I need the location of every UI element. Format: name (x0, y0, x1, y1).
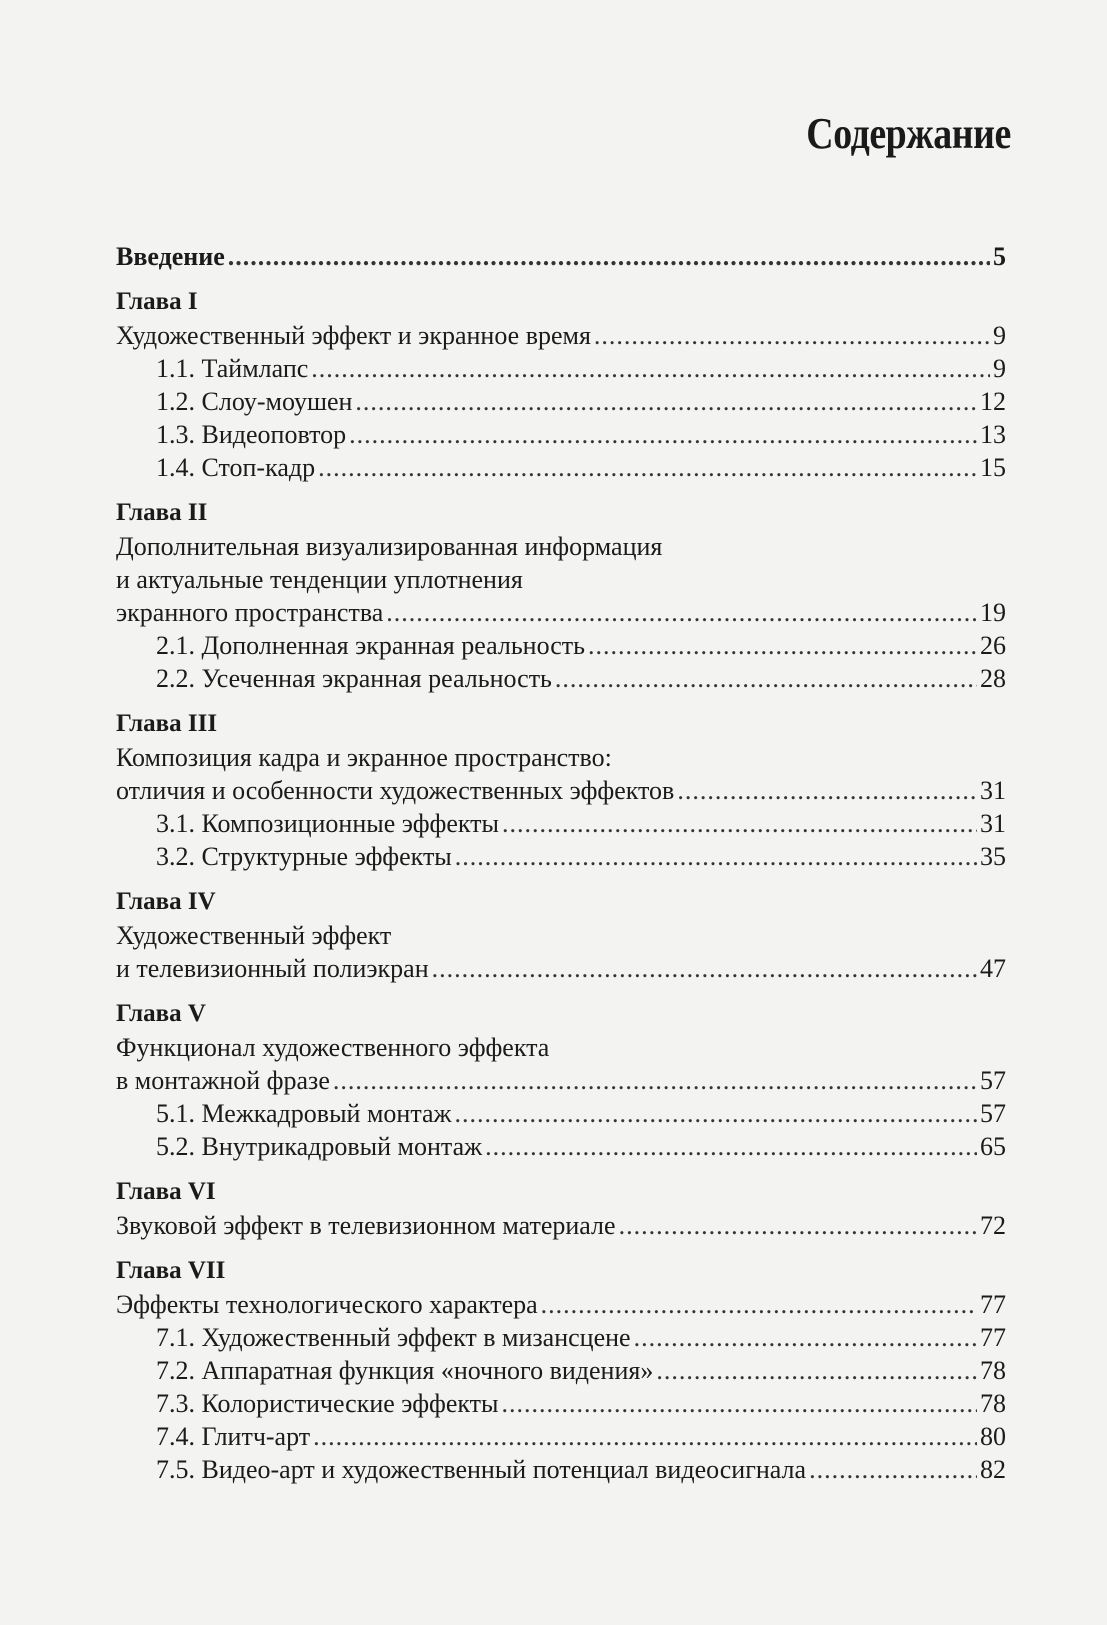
dot-leader (634, 1321, 977, 1354)
toc-entry-subsection[interactable] (116, 1354, 1006, 1387)
chapter-heading: Глава I (116, 288, 198, 315)
toc-entry-subsection[interactable] (116, 840, 1006, 873)
dot-leader (311, 352, 990, 385)
toc-entry-label: 7.5. Видео-арт и художественный потенциал видеосигнала (156, 1455, 807, 1484)
toc-entry-label: 7.1. Художественный эффект в мизансцене (156, 1323, 631, 1352)
toc-entry-subsection[interactable] (116, 1321, 1006, 1354)
toc-entry-subsection[interactable] (116, 662, 1006, 695)
dot-leader (349, 418, 977, 451)
toc-entry-chapter[interactable] (116, 774, 1006, 807)
dot-leader (619, 1209, 977, 1242)
toc-entry-subsection[interactable] (116, 629, 1006, 662)
page-number: 80 (980, 1422, 1006, 1451)
toc-chapter (116, 707, 1006, 873)
dot-leader (541, 1288, 977, 1321)
dot-leader (455, 840, 977, 873)
dot-leader (318, 451, 977, 484)
page-number: 31 (980, 776, 1006, 805)
page-number: 31 (980, 809, 1006, 838)
chapter-title-line: Композиция кадра и экранное пространство: (116, 743, 612, 772)
page-number: 77 (980, 1290, 1006, 1319)
toc-entry-label: 2.1. Дополненная экранная реальность (156, 631, 585, 660)
toc-entry-label: экранного пространства (116, 598, 384, 627)
toc-chapter (116, 496, 1006, 695)
toc-chapter (116, 1254, 1006, 1486)
toc-entry-label: 2.2. Усеченная экранная реальность (156, 664, 552, 693)
toc-entry-label: отличия и особенности художественных эффектов (116, 776, 675, 805)
dot-leader (228, 240, 990, 273)
toc-chapter (116, 997, 1006, 1163)
dot-leader (432, 952, 977, 985)
toc-entry-subsection[interactable] (116, 807, 1006, 840)
page-number: 57 (980, 1099, 1006, 1128)
toc-entry-introduction[interactable] (116, 240, 1006, 273)
toc-entry-label: 7.2. Аппаратная функция «ночного видения» (156, 1356, 654, 1385)
page-number: 13 (980, 420, 1006, 449)
page-number: 72 (980, 1211, 1006, 1240)
page-number: 78 (980, 1356, 1006, 1385)
toc-entry-label: Звуковой эффект в телевизионном материале (116, 1211, 616, 1240)
page-title: Содержание (806, 109, 1011, 158)
toc-entry-subsection[interactable] (116, 451, 1006, 484)
toc-entry-label: 1.3. Видеоповтор (156, 420, 347, 449)
toc-entry-subsection[interactable] (116, 418, 1006, 451)
page-number: 28 (980, 664, 1006, 693)
page-number: 15 (980, 453, 1006, 482)
page-number: 26 (980, 631, 1006, 660)
toc-entry-chapter[interactable] (116, 1288, 1006, 1321)
toc-entry-subsection[interactable] (116, 1387, 1006, 1420)
chapter-title-line: Дополнительная визуализированная информация (116, 532, 663, 561)
page-number: 65 (980, 1132, 1006, 1161)
toc-entry-label: 1.2. Слоу-моушен (156, 387, 353, 416)
page-number: 77 (980, 1323, 1006, 1352)
dot-leader (809, 1453, 977, 1486)
chapter-title-line: и актуальные тенденции уплотнения (116, 565, 523, 594)
page-number: 9 (993, 354, 1006, 383)
chapter-heading: Глава II (116, 499, 208, 526)
table-of-contents (116, 240, 1006, 1486)
toc-entry-subsection[interactable] (116, 1420, 1006, 1453)
page-number: 57 (980, 1066, 1006, 1095)
dot-leader (455, 1097, 978, 1130)
toc-entry-chapter[interactable] (116, 952, 1006, 985)
toc-entry-label: 1.4. Стоп-кадр (156, 453, 316, 482)
dot-leader (485, 1130, 977, 1163)
toc-entry-label: Эффекты технологического характера (116, 1290, 538, 1319)
toc-entry-chapter[interactable] (116, 1064, 1006, 1097)
toc-entry-label: 7.3. Колористические эффекты (156, 1389, 499, 1418)
toc-entry-subsection[interactable] (116, 1097, 1006, 1130)
dot-leader (588, 629, 977, 662)
chapter-title-line: Художественный эффект (116, 921, 392, 950)
toc-entry-label: 5.1. Межкадровый монтаж (156, 1099, 452, 1128)
toc-entry-label: Введение (116, 242, 225, 271)
dot-leader (333, 1064, 977, 1097)
chapter-title-line: Функционал художественного эффекта (116, 1033, 550, 1062)
page-number: 35 (980, 842, 1006, 871)
toc-entry-label: и телевизионный полиэкран (116, 954, 429, 983)
toc-entry-subsection[interactable] (116, 385, 1006, 418)
toc-entry-label: в монтажной фразе (116, 1066, 330, 1095)
chapter-heading: Глава V (116, 1000, 206, 1027)
chapter-heading: Глава III (116, 710, 218, 737)
toc-entry-label: 3.2. Структурные эффекты (156, 842, 452, 871)
toc-introduction (116, 240, 1006, 273)
dot-leader (386, 596, 977, 629)
chapter-heading: Глава VI (116, 1178, 216, 1205)
toc-entry-label: 3.1. Композиционные эффекты (156, 809, 499, 838)
toc-entry-subsection[interactable] (116, 1130, 1006, 1163)
page-number: 19 (980, 598, 1006, 627)
page-number: 5 (993, 242, 1006, 271)
page-number: 47 (980, 954, 1006, 983)
toc-chapter (116, 285, 1006, 484)
toc-entry-label: 5.2. Внутрикадровый монтаж (156, 1132, 483, 1161)
toc-chapter (116, 885, 1006, 985)
chapter-heading: Глава IV (116, 888, 216, 915)
dot-leader (355, 385, 977, 418)
toc-entry-chapter[interactable] (116, 319, 1006, 352)
chapter-heading: Глава VII (116, 1257, 226, 1284)
dot-leader (594, 319, 990, 352)
toc-entry-label: Художественный эффект и экранное время (116, 321, 591, 350)
toc-chapter (116, 1175, 1006, 1242)
page-number: 78 (980, 1389, 1006, 1418)
toc-entry-subsection[interactable] (116, 352, 1006, 385)
toc-entry-chapter[interactable] (116, 1209, 1006, 1242)
dot-leader (555, 662, 977, 695)
dot-leader (677, 774, 977, 807)
toc-entry-chapter[interactable] (116, 596, 1006, 629)
dot-leader (502, 807, 977, 840)
page-number: 9 (993, 321, 1006, 350)
dot-leader (502, 1387, 977, 1420)
toc-entry-label: 7.4. Глитч-арт (156, 1422, 311, 1451)
page-number: 82 (980, 1455, 1006, 1484)
dot-leader (656, 1354, 977, 1387)
toc-entry-subsection[interactable] (116, 1453, 1006, 1486)
toc-entry-label: 1.1. Таймлапс (156, 354, 309, 383)
dot-leader (313, 1420, 977, 1453)
page-number: 12 (980, 387, 1006, 416)
